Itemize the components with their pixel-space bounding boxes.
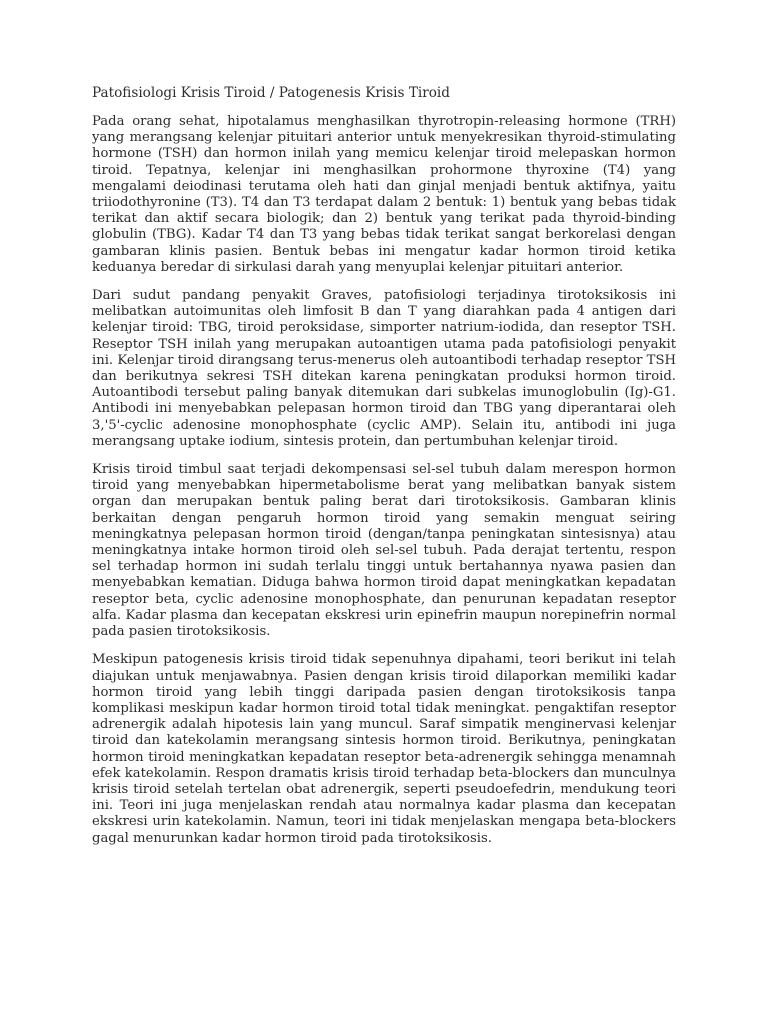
document-title: Patofisiologi Krisis Tiroid / Patogenesis Krisis Tiroid <box>92 85 450 101</box>
document-page <box>92 84 676 859</box>
paragraph-1: Pada orang sehat, hipotalamus menghasilkan thyrotropin-releasing hormone (TRH) yang merangsang kelenjar pituitari anterior untuk menyekresikan thyroid-stimulating hormone (TSH) dan hormon inilah yang memicu kelenjar tiroid melepaskan hormon tiroid. Tepatnya, kelenjar ini menghasilkan prohormone thyroxine (T4) yang mengalami deiodinasi terutama oleh hati dan ginjal menjadi bentuk aktifnya, yaitu triiodothyronine (T3). T4 dan T3 terdapat dalam 2 bentuk: 1) bentuk yang bebas tidak terikat dan aktif secara biologik; dan 2) bentuk yang terikat pada thyroid-binding globulin (TBG). Kadar T4 dan T3 yang bebas tidak terikat sangat berkorelasi dengan gambaran klinis pasien. Bentuk bebas ini mengatur kadar hormon tiroid ketika keduanya beredar di sirkulasi darah yang menyuplai kelenjar pituitari anterior. <box>92 114 676 275</box>
paragraph-2: Dari sudut pandang penyakit Graves, patofisiologi terjadinya tirotoksikosis ini melibatkan autoimunitas oleh limfosit B dan T yang diarahkan pada 4 antigen dari kelenjar tiroid: TBG, tiroid peroksidase, simporter natrium-iodida, dan reseptor TSH. Reseptor TSH inilah yang merupakan autoantigen utama pada patofisiologi penyakit ini. Kelenjar tiroid dirangsang terus-menerus oleh autoantibodi terhadap reseptor TSH dan berikutnya sekresi TSH ditekan karena peningkatan produksi hormon tiroid. Autoantibodi tersebut paling banyak ditemukan dari subkelas imunoglobulin (Ig)-G1. Antibodi ini menyebabkan pelepasan hormon tiroid dan TBG yang diperantarai oleh 3,'5'-cyclic adenosine monophosphate (cyclic AMP). Selain itu, antibodi ini juga merangsang uptake iodium, sintesis protein, dan pertumbuhan kelenjar tiroid. <box>92 288 676 449</box>
paragraph-4: Meskipun patogenesis krisis tiroid tidak sepenuhnya dipahami, teori berikut ini telah diajukan untuk menjawabnya. Pasien dengan krisis tiroid dilaporkan memiliki kadar hormon tiroid yang lebih tinggi daripada pasien dengan tirotoksikosis tanpa komplikasi meskipun kadar hormon tiroid total tidak meningkat. pengaktifan reseptor adrenergik adalah hipotesis lain yang muncul. Saraf simpatik menginervasi kelenjar tiroid dan katekolamin merangsang sintesis hormon tiroid. Berikutnya, peningkatan hormon tiroid meningkatkan kepadatan reseptor beta-adrenergik sehingga menamnah efek katekolamin. Respon dramatis krisis tiroid terhadap beta-blockers dan munculnya krisis tiroid setelah tertelan obat adrenergik, seperti pseudoefedrin, mendukung teori ini. Teori ini juga menjelaskan rendah atau normalnya kadar plasma dan kecepatan ekskresi urin katekolamin. Namun, teori ini tidak menjelaskan mengapa beta-blockers gagal menurunkan kadar hormon tiroid pada tirotoksikosis. <box>92 652 676 846</box>
paragraph-3: Krisis tiroid timbul saat terjadi dekompensasi sel-sel tubuh dalam merespon hormon tiroid yang menyebabkan hipermetabolisme berat yang melibatkan banyak sistem organ dan merupakan bentuk paling berat dari tirotoksikosis. Gambaran klinis berkaitan dengan pengaruh hormon tiroid yang semakin menguat seiring meningkatnya pelepasan hormon tiroid (dengan/tanpa peningkatan sintesisnya) atau meningkatnya intake hormon tiroid oleh sel-sel tubuh. Pada derajat tertentu, respon sel terhadap hormon ini sudah terlalu tinggi untuk bertahannya nyawa pasien dan menyebabkan kematian. Diduga bahwa hormon tiroid dapat meningkatkan kepadatan reseptor beta, cyclic adenosine monophosphate, dan penurunan kepadatan reseptor alfa. Kadar plasma dan kecepatan ekskresi urin epinefrin maupun norepinefrin normal pada pasien tirotoksikosis. <box>92 462 676 640</box>
